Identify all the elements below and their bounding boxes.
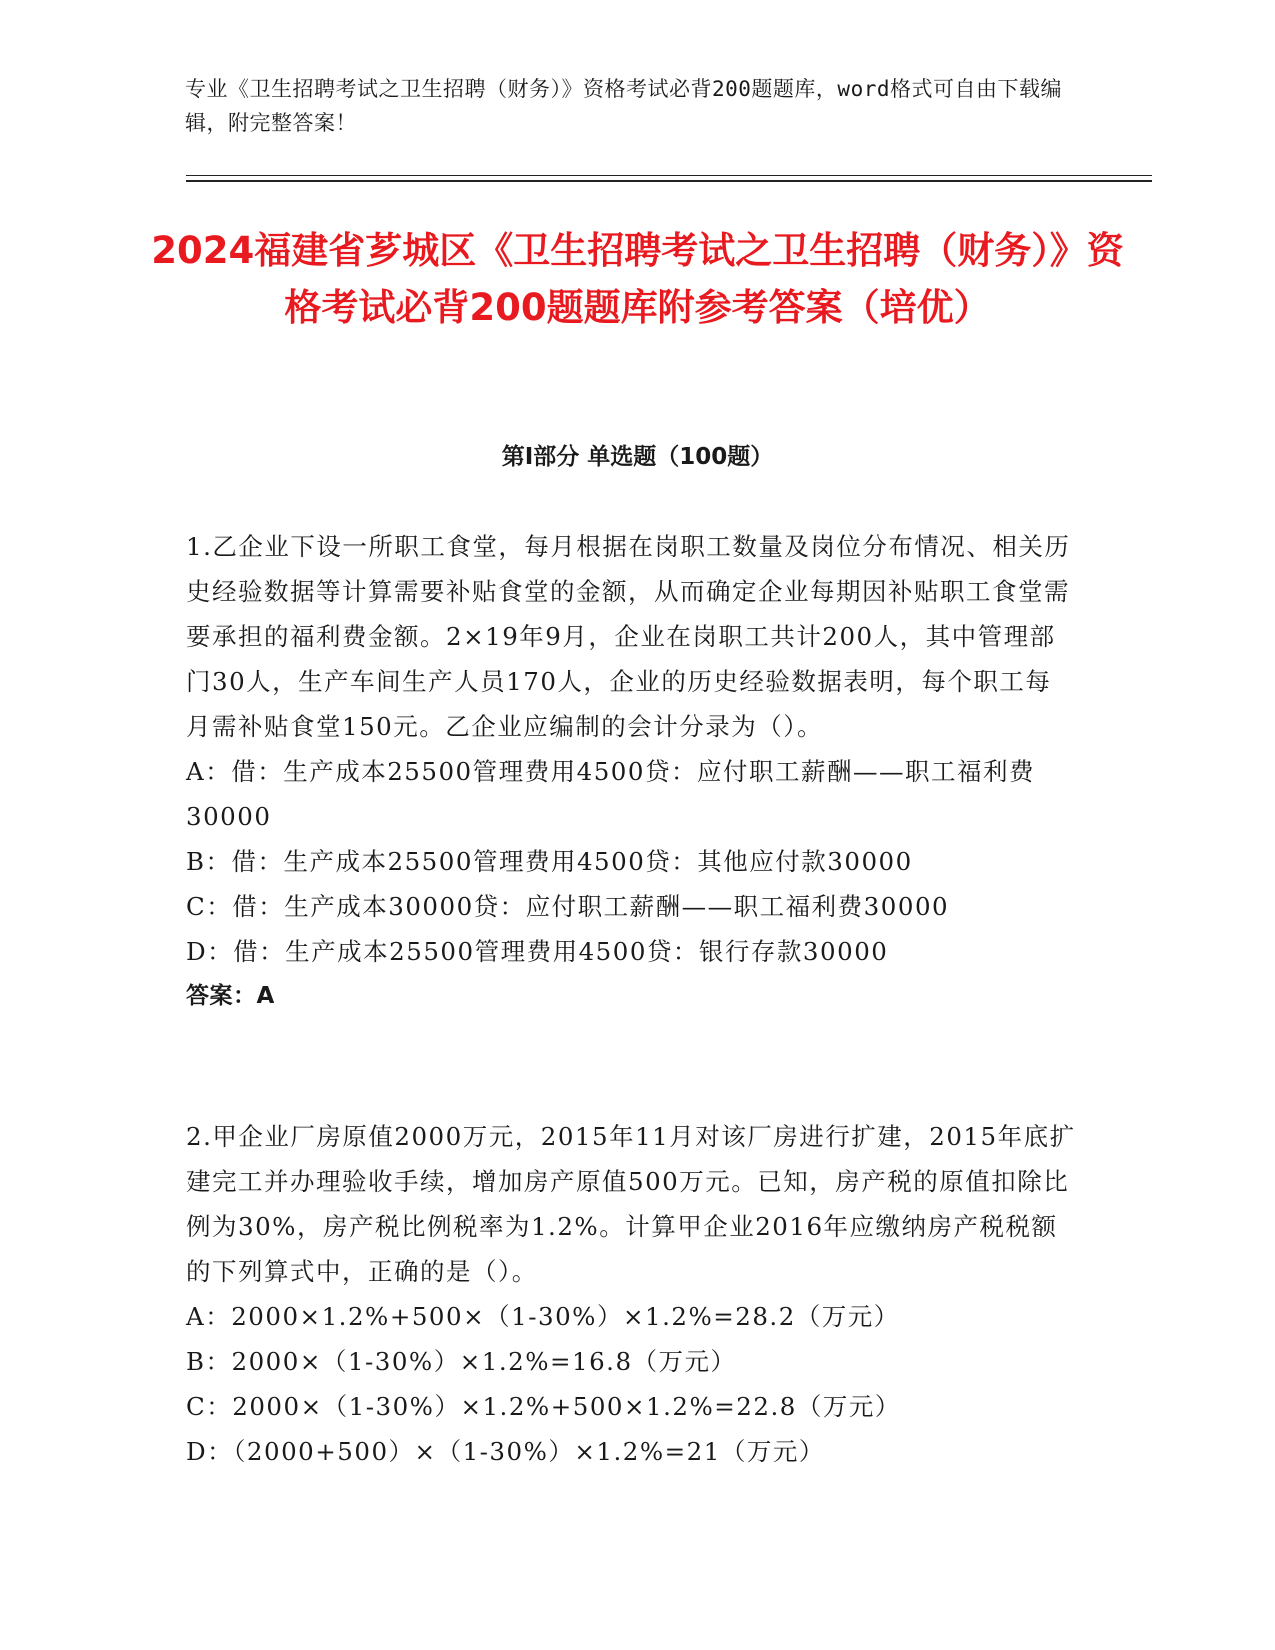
question-1	[186, 524, 1076, 1019]
option-a: A：2000×1.2%+500×（1-30%）×1.2%=28.2（万元）	[186, 1302, 900, 1331]
header-note: 专业《卫生招聘考试之卫生招聘（财务）》资格考试必背200题题库，word格式可自由下载编辑，附完整答案！	[185, 77, 1062, 135]
option-c: C：2000×（1-30%）×1.2%+500×1.2%=22.8（万元）	[186, 1392, 901, 1421]
answer: 答案：A	[186, 983, 275, 1009]
header-rule-thick	[186, 180, 1152, 182]
document-title: 2024福建省芗城区《卫生招聘考试之卫生招聘（财务）》资格考试必背200题题库附参考答案（培优）	[151, 229, 1124, 329]
option-c: C：借：生产成本30000贷：应付职工薪酬——职工福利费30000	[186, 892, 950, 921]
option-b: B：2000×（1-30%）×1.2%=16.8（万元）	[186, 1347, 737, 1376]
option-d: D：（2000+500）×（1-30%）×1.2%=21（万元）	[186, 1437, 825, 1466]
header-rule-thin	[186, 175, 1152, 176]
option-a: A：借：生产成本25500管理费用4500贷：应付职工薪酬——职工福利费30000	[186, 757, 1035, 831]
question-stem: 1.乙企业下设一所职工食堂，每月根据在岗职工数量及岗位分布情况、相关历史经验数据等计算需要补贴食堂的金额，从而确定企业每期因补贴职工食堂需要承担的福利费金额。2×19年9月，企业在岗职工共计200人，其中管理部门30人，生产车间生产人员170人，企业的历史经验数据表明，每个职工每月需补贴食堂150元。乙企业应编制的会计分录为（）。	[186, 532, 1071, 741]
option-d: D：借：生产成本25500管理费用4500贷：银行存款30000	[186, 937, 889, 966]
question-stem: 2.甲企业厂房原值2000万元，2015年11月对该厂房进行扩建，2015年底扩建完工并办理验收手续，增加房产原值500万元。已知，房产税的原值扣除比例为30%，房产税比例税率为1.2%。计算甲企业2016年应缴纳房产税税额的下列算式中，正确的是（）。	[186, 1122, 1076, 1286]
question-2	[186, 1114, 1076, 1474]
section-title: 第Ⅰ部分 单选题（100题）	[501, 444, 774, 470]
option-b: B：借：生产成本25500管理费用4500贷：其他应付款30000	[186, 847, 913, 876]
